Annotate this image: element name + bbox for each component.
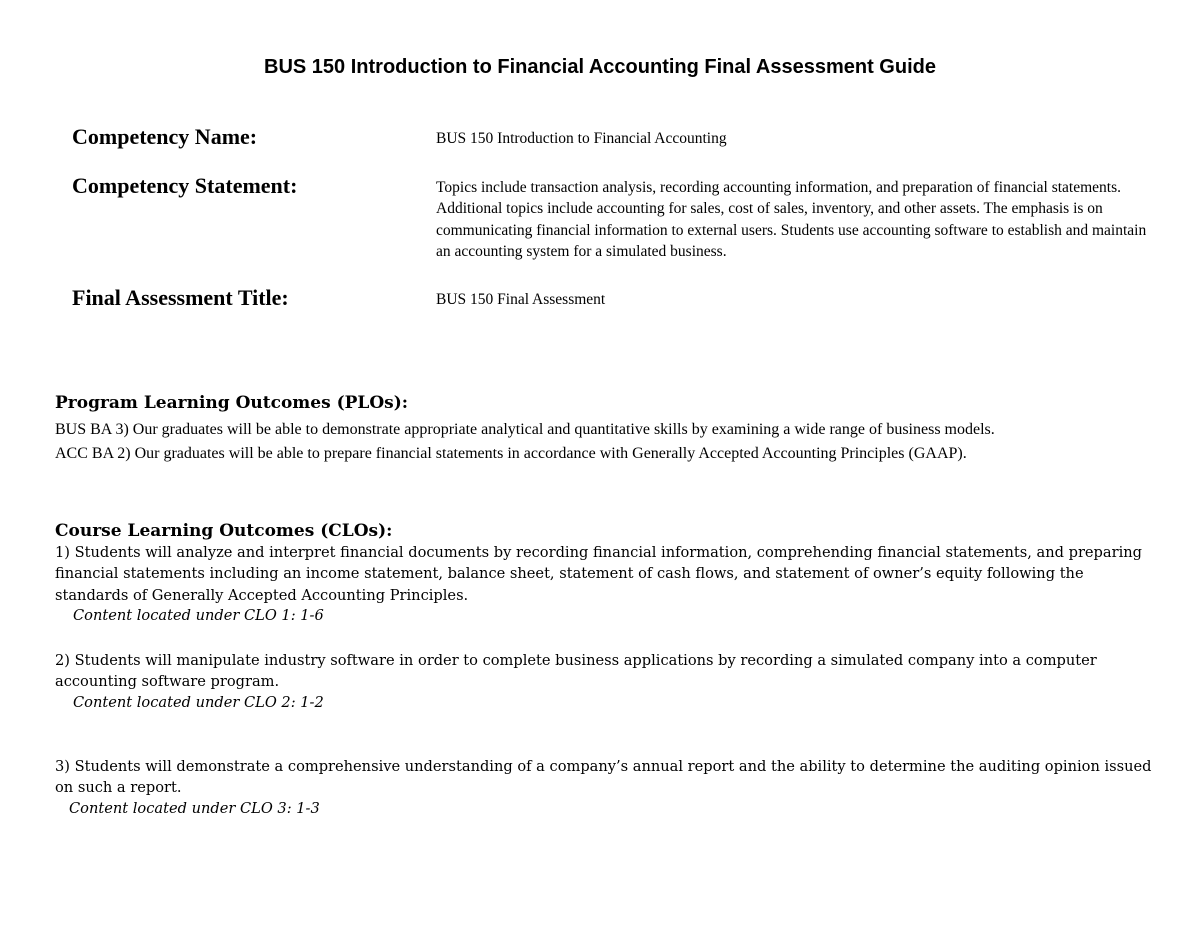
clo-text: 3) Students will demonstrate a comprehensive understanding of a company’s annual report and the ability to determine the auditing opinion issued on such a report.: [55, 758, 1152, 797]
clo-text: 2) Students will manipulate industry software in order to complete business applications by recording a simulated company into a computer accounting software program.: [55, 652, 1097, 691]
clo-section: [55, 520, 1165, 817]
clo-item: [55, 756, 1155, 819]
clo-text: 1) Students will analyze and interpret financial documents by recording financial information, comprehending financial statements, and preparing financial statements including an income statement, balance sheet, statement of cash flows, and statement of owner’s equity following the standards of Generally Accepted Accounting Principles.: [55, 544, 1142, 604]
clo-item: [55, 542, 1155, 626]
plo-heading: Program Learning Outcomes (PLOs):: [55, 393, 409, 413]
plo-item: BUS BA 3) Our graduates will be able to demonstrate appropriate analytical and quantitative skills by examining a wide range of business models.: [55, 421, 995, 438]
clo-heading: Course Learning Outcomes (CLOs):: [55, 521, 393, 541]
competency-name-label: Competency Name:: [72, 124, 258, 149]
competency-statement-label: Competency Statement:: [72, 173, 298, 198]
plo-section: [55, 392, 1165, 466]
competency-name-value: BUS 150 Introduction to Financial Accounting: [436, 130, 727, 147]
plo-item: ACC BA 2) Our graduates will be able to prepare financial statements in accordance with Generally Accepted Accounting Principles (GAAP).: [55, 445, 967, 462]
clo-content-location: Content located under CLO 1: 1-6: [73, 607, 324, 625]
document-title: BUS 150 Introduction to Financial Accounting Final Assessment Guide: [264, 56, 936, 78]
final-assessment-title-label: Final Assessment Title:: [72, 285, 289, 310]
competency-statement-value: Topics include transaction analysis, recording accounting information, and preparation of financial statements. Additional topics include accounting for sales, cost of sales, inventory, and other assets. The emphasis is on communicating financial information to external users. Students use accounting software to establish and maintain an accounting system for a simulated business.: [436, 179, 1147, 260]
clo-content-location: Content located under CLO 2: 1-2: [73, 693, 324, 711]
clo-item: [55, 650, 1165, 713]
final-assessment-title-value: BUS 150 Final Assessment: [436, 291, 606, 308]
clo-content-location: Content located under CLO 3: 1-3: [69, 799, 320, 817]
